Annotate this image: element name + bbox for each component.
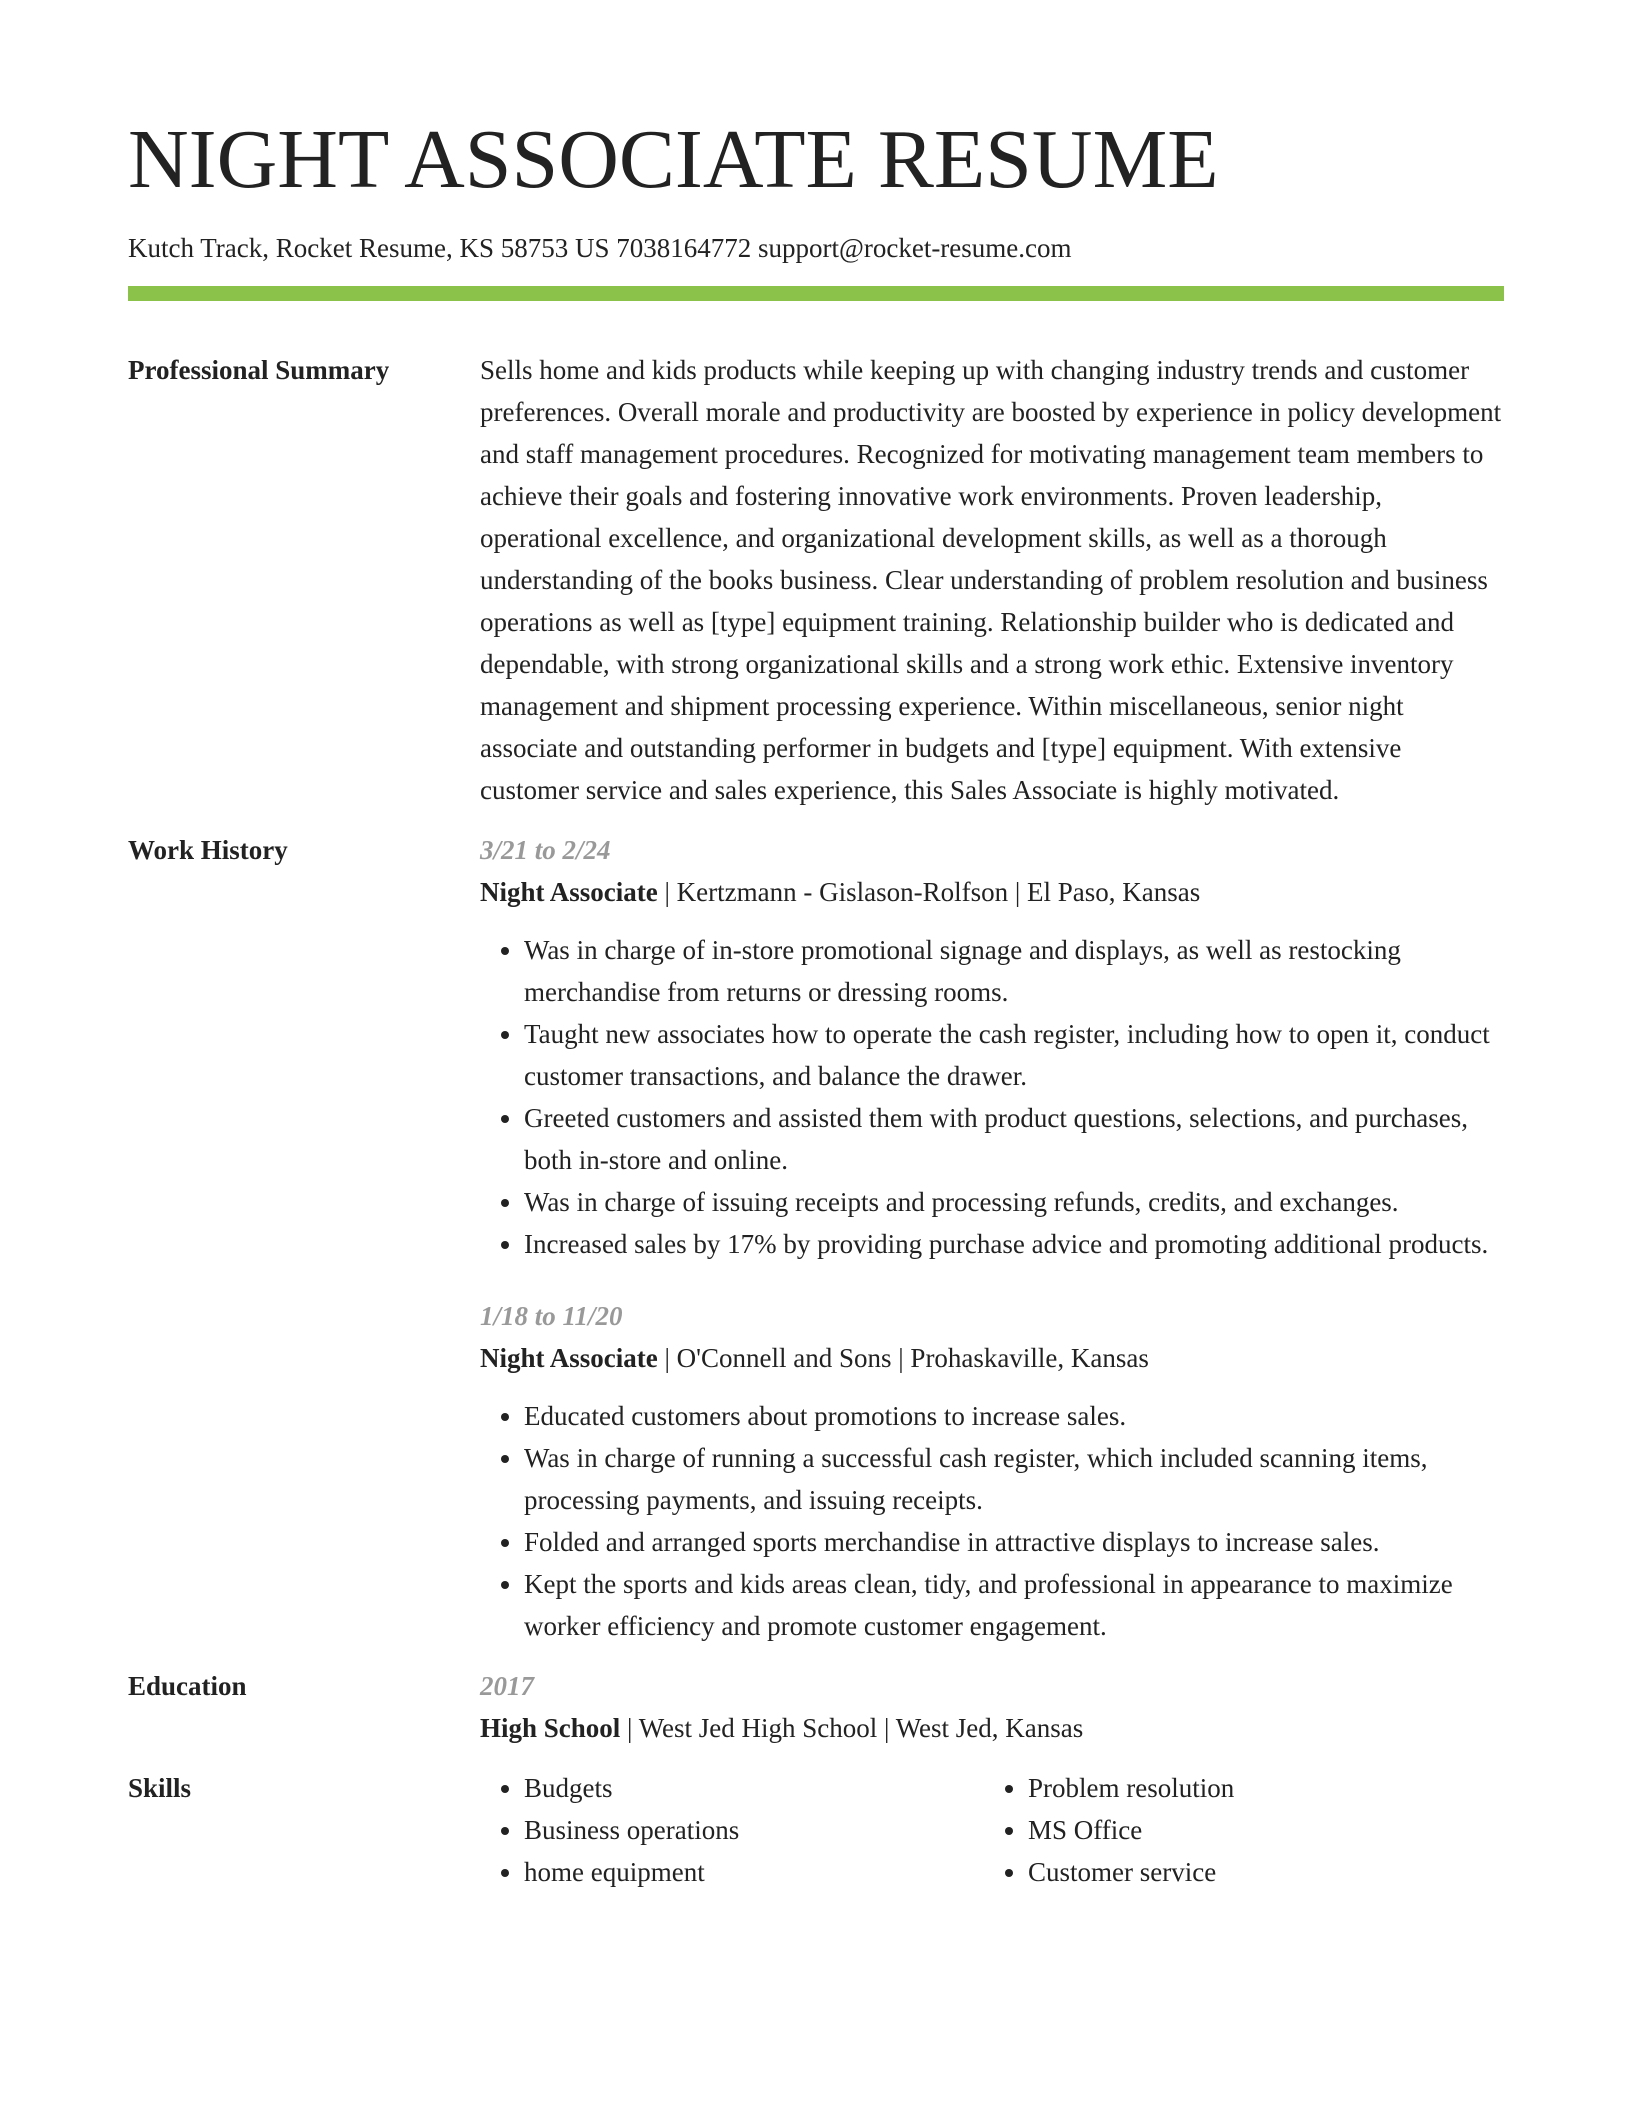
list-item: • Was in charge of in-store promotional signage and displays, as well as restocking merchandise from returns or dressing rooms.	[524, 929, 1504, 1013]
section-work-history	[128, 829, 1504, 1647]
job-bullets	[480, 929, 1504, 1265]
skills-column-left	[480, 1767, 984, 1893]
skills-body	[480, 1767, 1504, 1893]
skill-item: • home equipment	[524, 1851, 984, 1893]
work-history-body	[480, 829, 1504, 1647]
contact-line: Kutch Track, Rocket Resume, KS 58753 US 7038164772 support@rocket-resume.com	[128, 233, 1072, 263]
skill-item: • Budgets	[524, 1767, 984, 1809]
section-skills	[128, 1767, 1504, 1893]
section-label-education: Education	[128, 1671, 247, 1701]
skills-grid	[480, 1767, 1504, 1893]
section-professional-summary	[128, 349, 1504, 811]
resume-page	[128, 113, 1504, 1893]
skill-item: • Business operations	[524, 1809, 984, 1851]
education-degree: High School	[480, 1713, 621, 1743]
list-item: • Taught new associates how to operate the cash register, including how to open it, conduct customer transactions, and balance the drawer.	[524, 1013, 1504, 1097]
education-body	[480, 1665, 1504, 1749]
summary-text: Sells home and kids products while keeping up with changing industry trends and customer preferences. Overall morale and productivity are boosted by experience in policy development and staff management procedures. Recognized for motivating management team members to achieve their goals and fostering innovative work environments. Proven leadership, operational excellence, and organizational development skills, as well as a thorough understanding of the books business. Clear understanding of problem resolution and business operations as well as [type] equipment training. Relationship builder who is dedicated and dependable, with strong organizational skills and a strong work ethic. Extensive inventory management and shipment processing experience. Within miscellaneous, senior night associate and outstanding performer in budgets and [type] equipment. With extensive customer service and sales experience, this Sales Associate is highly motivated.	[480, 355, 1502, 805]
job-dates: 1/18 to 11/20	[480, 1301, 623, 1331]
job-entry	[480, 829, 1504, 1265]
section-label-summary: Professional Summary	[128, 355, 390, 385]
job-entry	[480, 1295, 1504, 1647]
skill-item: • Customer service	[1028, 1851, 1488, 1893]
education-details: | West Jed High School | West Jed, Kansas	[620, 1713, 1084, 1743]
section-education	[128, 1665, 1504, 1749]
education-year: 2017	[480, 1671, 534, 1701]
job-details: | O'Connell and Sons | Prohaskaville, Kansas	[657, 1343, 1149, 1373]
job-details: | Kertzmann - Gislason-Rolfson | El Paso, Kansas	[657, 877, 1201, 907]
list-item: • Greeted customers and assisted them with product questions, selections, and purchases, both in-store and online.	[524, 1097, 1504, 1181]
education-heading	[480, 1707, 1504, 1749]
job-dates: 3/21 to 2/24	[480, 835, 611, 865]
skill-item: • MS Office	[1028, 1809, 1488, 1851]
job-heading	[480, 871, 1504, 913]
list-item: • Was in charge of running a successful cash register, which included scanning items, processing payments, and issuing receipts.	[524, 1437, 1504, 1521]
accent-divider	[128, 286, 1504, 301]
skills-column-right	[984, 1767, 1488, 1893]
section-label-skills: Skills	[128, 1773, 192, 1803]
list-item: • Folded and arranged sports merchandise in attractive displays to increase sales.	[524, 1521, 1504, 1563]
job-heading	[480, 1337, 1504, 1379]
job-title: Night Associate	[480, 1343, 658, 1373]
list-item: • Kept the sports and kids areas clean, tidy, and professional in appearance to maximize worker efficiency and promote customer engagement.	[524, 1563, 1504, 1647]
section-label-work-history: Work History	[128, 835, 288, 865]
list-item: • Was in charge of issuing receipts and processing refunds, credits, and exchanges.	[524, 1181, 1504, 1223]
list-item: • Increased sales by 17% by providing purchase advice and promoting additional products.	[524, 1223, 1504, 1265]
list-item: • Educated customers about promotions to increase sales.	[524, 1395, 1504, 1437]
job-bullets	[480, 1395, 1504, 1647]
resume-title: NIGHT ASSOCIATE RESUME	[128, 113, 1219, 206]
skill-item: • Problem resolution	[1028, 1767, 1488, 1809]
job-title: Night Associate	[480, 877, 658, 907]
